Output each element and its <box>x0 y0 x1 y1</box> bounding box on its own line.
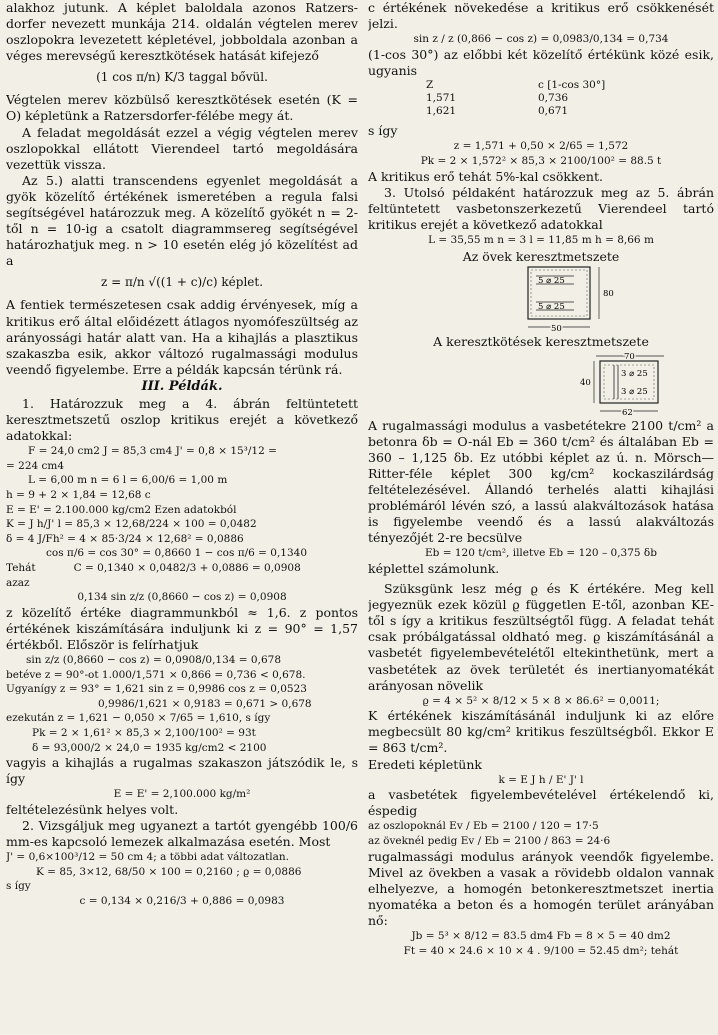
data-label: Tehát <box>6 561 36 574</box>
data-line: L = 35,55 m n = 3 l = 11,85 m h = 8,66 m <box>428 234 654 247</box>
data-line: az öveknél pedig Ev / Eb = 2100 / 863 = 24·6 <box>368 835 611 848</box>
chord-bar-label-bottom: 5 ⌀ 25 <box>538 301 565 312</box>
data-line: Eb = 120 t/cm², illetve Eb = 120 – 0,375 δb <box>425 547 657 560</box>
formula: (1 cos π/n) K/3 taggal bővül. <box>96 70 268 85</box>
data-line <box>6 561 358 576</box>
data-line: K = 85, 3×12, 68/50 × 100 = 0,2160 ; ϱ = 0,0886 <box>36 865 302 878</box>
data-line: azaz <box>6 576 30 589</box>
chord-width-dimension: 50 <box>551 323 562 333</box>
paragraph: A feladat megoldását ezzel a végig végtelen merev oszlopokkal ellátott Vierendeel tartó megoldására vezettük vissza. <box>6 124 358 172</box>
data-line: sin z/z (0,8660 − cos z) = 0,0908/0,134 = 0,678 <box>26 653 281 666</box>
data-line: cos π/6 = cos 30° = 0,8660 1 − cos π/6 = 0,1340 <box>46 547 308 560</box>
paragraph: A rugalmassági modulus a vasbetétekre 2100 t/cm² a betonra δb = O-nál Eb = 360 t/cm² és általában Eb = 360 – 1,125 δb. Ez utóbbi képlet az ú. n. Mörsch—Ritter-féle képlet 300 kg/cm² kockaszilárdság feltételezésével. Állandó terhelés alatti kihajlási problémáról lévén szó, a lassú alakváltozások hatása is figyelembe veendő és a lassú alakváltozás tényezőjét 2-re becsülve <box>368 417 714 546</box>
data-line: Ugyanígy z = 93° = 1,621 sin z = 0,9986 cos z = 0,0523 <box>6 683 307 696</box>
paragraph: A kritikus erő tehát 5%-kal csökkent. <box>368 168 603 184</box>
data-line: δ = 4 J/Fh² = 4 × 85·3/24 × 12,68² = 0,0886 <box>6 532 244 545</box>
paragraph: z közelítő értéke diagrammunkból ≈ 1,6. z pontos értékének kiszámítására induljunk ki z = 90° = 1,57 értékből. Először is felírhatjuk <box>6 604 358 652</box>
data-line: Pk = 2 × 1,61² × 85,3 × 2,100/100² = 93t <box>32 726 256 739</box>
data-line: J' = 0,6×100³/12 = 50 cm 4; a többi adat változatlan. <box>6 851 290 864</box>
c-value: 0,736 <box>538 91 569 104</box>
crossbeam-height-dimension: 40 <box>580 377 591 388</box>
paragraph: Az 5.) alatti transcendens egyenlet megoldását a gyök közelítő értékének ismeretében a regula falsi segítségével határozzuk meg. A közelítő gyökét n = 2-től n = 10-ig a csatolt diagrammsereg segítségével határozhatjuk meg. n > 10 esetén elég jó közelítést ad a <box>6 172 358 269</box>
data-line: sin z / z (0,866 − cos z) = 0,0983/0,134 = 0,734 <box>413 33 669 46</box>
c-value: 0,671 <box>538 104 569 117</box>
paragraph: Eredeti képletünk <box>368 756 482 772</box>
chord-height-dimension: 80 <box>603 288 614 299</box>
crossbeam-cross-section-figure <box>368 350 714 418</box>
paragraph: K értékének kiszámításánál induljunk ki az előre megbecsült 80 kg/cm² kritikus feszültségből. Ekkor E = 863 t/cm². <box>368 708 714 756</box>
data-line: h = 9 + 2 × 1,84 = 12,68 c <box>6 488 151 501</box>
chord-bar-label-top: 5 ⌀ 25 <box>538 275 565 286</box>
data-line: 0,134 sin z/z (0,8660 − cos z) = 0,0908 <box>77 591 287 604</box>
paragraph: A fentiek természetesen csak addig érvényesek, míg a kritikus erő által előidézett átlagos nyomófeszültség az arányossági határ alatt van. Ha a kihajlás a plasztikus szakaszba esik, akkor változó rugalmassági modulus veendő figyelembe. Erre a példák kapcsán térünk rá. <box>6 297 358 377</box>
paragraph: alakhoz jutunk. A képlet baloldala azonos Ratzers-dorfer nevezett munkája 214. oldalán végtelen merev oszlopokra levezetett képletével, jobboldala azonban a véges merevségű keresztkötések hatását kifejező <box>6 0 358 64</box>
z-table-row <box>368 92 714 105</box>
formula: z = π/n √((1 + c)/c) képlet. <box>100 275 264 290</box>
data-line: δ = 93,000/2 × 24,0 = 1935 kg/cm2 < 2100 <box>32 741 267 754</box>
z-table-header <box>368 79 714 92</box>
data-line: E = E' = 2.100.000 kg/cm2 Ezen adatokból <box>6 503 237 516</box>
data-line: F = 24,0 cm2 J = 85,3 cm4 J' = 0,8 × 15³/12 = <box>28 445 277 458</box>
paragraph: rugalmassági modulus arányok veendők figyelembe. Mivel az övekben a vasak a rövidebb oldalon vannak elhelyezve, a homogén betonkeresztmetszet inertia nyomatéka a beton és a homogén terület arányában nő: <box>368 848 714 929</box>
z-value: 1,621 <box>426 104 457 117</box>
data-line: E = E' = 2,100.000 kg/m² <box>113 788 251 801</box>
crossbeam-bar-label-bottom: 3 ⌀ 25 <box>621 386 648 397</box>
data-line: betéve z = 90°-ot 1.000/1,571 × 0,866 = 0,736 < 0,678. <box>6 668 306 681</box>
paragraph: Végtelen merev közbülső keresztkötések esetén (K = O) képletünk a Ratzersdorfer-félébe megy át. <box>6 92 358 124</box>
paragraph: 2. Vizsgáljuk meg ugyanezt a tartót gyengébb 100/6 mm-es kapcsoló lemezek alkalmazása esetén. Most <box>6 818 358 850</box>
data-line: c = 0,134 × 0,216/3 + 0,886 = 0,0983 <box>79 894 285 907</box>
z-table-row <box>368 105 714 118</box>
paragraph: képlettel számolunk. <box>368 560 500 576</box>
paragraph: a vasbetétek figyelembevételével értékelendő ki, éspedig <box>368 787 714 819</box>
paragraph: 3. Utolsó példaként határozzuk meg az 5. ábrán feltüntetett vasbetonszerkezetű Vierendeel tartó kritikus erejét a következő adatokkal <box>368 184 714 232</box>
data-line: L = 6,00 m n = 6 l = 6,00/6 = 1,00 m <box>28 474 228 487</box>
z-column-label: Z <box>426 78 434 91</box>
paragraph: Szüksgünk lesz még ϱ és K értékére. Meg kell jegyeznük ezek közül ϱ független E-től, azonban KE-től s így a kritikus feszültségtől függ. A feladat tehát csak próbálgatással oldható meg. ϱ kiszámításánál a vasbetét figyelembevételétől eltekinthetünk, mert a vasbetétek az övek területét és inertianyomatékát arányosan növelik <box>368 581 714 693</box>
data-line: k = E J h / E' J' l <box>498 773 584 786</box>
z-value: 1,571 <box>426 91 457 104</box>
data-line: Ft = 40 × 24.6 × 10 × 4 . 9/100 = 52.45 dm²; tehát <box>403 944 679 957</box>
data-value: C = 0,1340 × 0,0482/3 + 0,0886 = 0,0908 <box>73 561 301 574</box>
data-line: Pk = 2 × 1,572² × 85,3 × 2100/100² = 88.5 t <box>420 155 662 168</box>
figure-caption: A keresztkötések keresztmetszete <box>433 333 649 349</box>
data-line: s így <box>6 880 31 893</box>
data-line: az oszlopoknál Ev / Eb = 2100 / 120 = 17·5 <box>368 820 599 833</box>
paragraph: feltételezésünk helyes volt. <box>6 801 179 817</box>
paragraph: c értékének növekedése a kritikus erő csökkenését jelzi. <box>368 0 714 32</box>
paragraph: (1-cos 30°) az előbbi két közelítő értékünk közé esik, ugyanis <box>368 46 714 78</box>
data-line: z = 1,571 + 0,50 × 2/65 = 1,572 <box>453 140 629 153</box>
figure-caption: Az övek keresztmetszete <box>462 248 620 264</box>
paragraph: s így <box>368 123 398 139</box>
right-column <box>368 0 714 1035</box>
c-column-label: c [1-cos 30°] <box>538 78 606 91</box>
crossbeam-bottom-width-dimension: 62 <box>622 407 633 418</box>
data-line: ϱ = 4 × 5² × 8/12 × 5 × 8 × 86.6² = 0,0011; <box>422 694 660 707</box>
data-line: K = J h/J' l = 85,3 × 12,68/224 × 100 = 0,0482 <box>6 518 257 531</box>
section-heading: III. Példák. <box>141 378 223 394</box>
chord-cross-section-figure <box>368 265 714 333</box>
paragraph: vagyis a kihajlás a rugalmas szakaszon játszódik le, s így <box>6 755 358 787</box>
left-column <box>6 0 358 1035</box>
data-line: = 224 cm4 <box>6 459 65 472</box>
data-line: Jb = 5³ × 8/12 = 83.5 dm4 Fb = 8 × 5 = 40 dm2 <box>411 930 671 943</box>
crossbeam-bar-label-top: 3 ⌀ 25 <box>621 368 648 379</box>
data-line: ezekután z = 1,621 − 0,050 × 7/65 = 1,610, s így <box>6 712 271 725</box>
crossbeam-top-width-dimension: 70 <box>624 351 635 362</box>
data-line: 0,9986/1,621 × 0,9183 = 0,671 > 0,678 <box>98 697 312 710</box>
paragraph: 1. Határozzuk meg a 4. ábrán feltüntetett keresztmetszetű oszlop kritikus erejét a következő adatokkal: <box>6 395 358 444</box>
